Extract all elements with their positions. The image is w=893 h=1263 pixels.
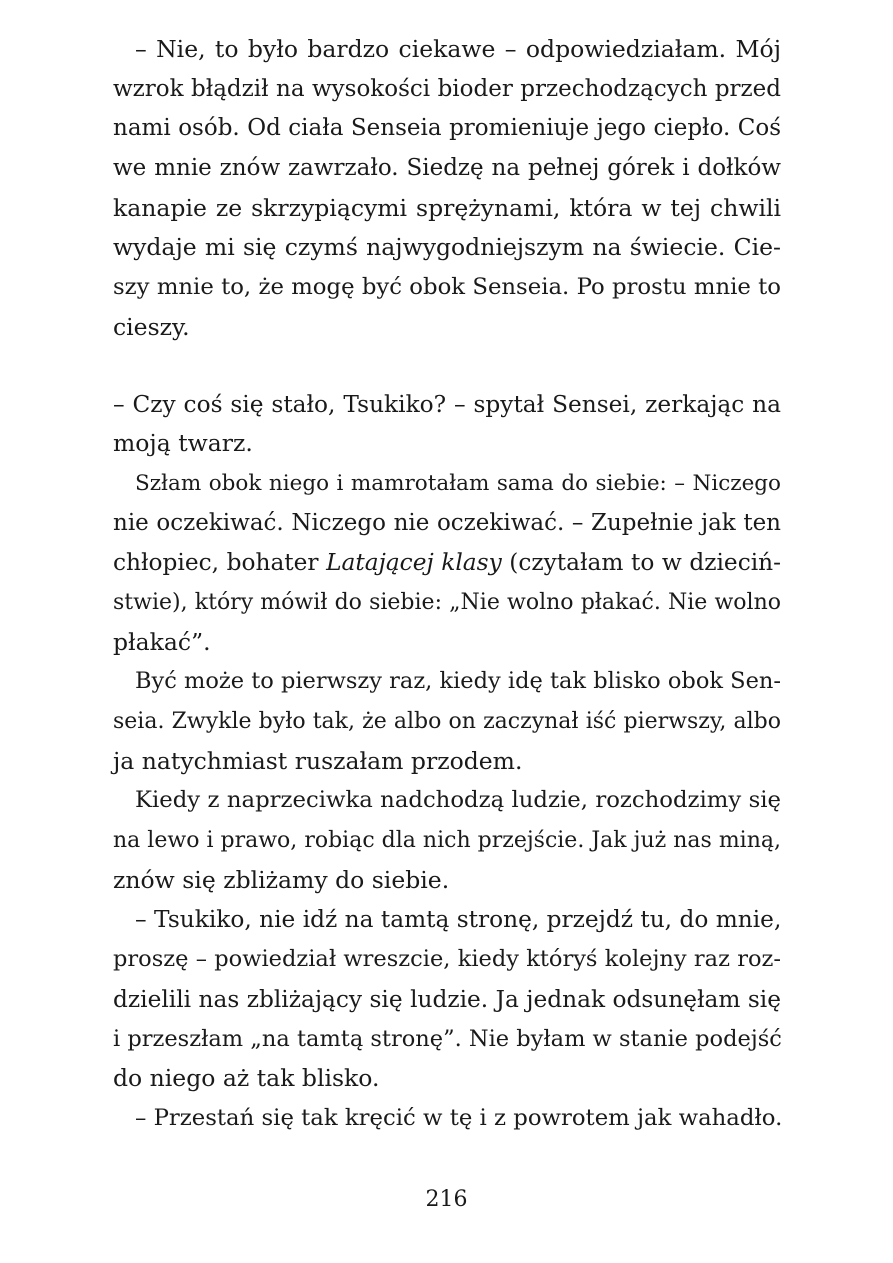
text-line: we mnie znów zawrzało. Siedzę na pełnej górek i dołków (113, 155, 781, 182)
book-title: Latającej klasy (326, 549, 502, 577)
text-line: Kiedy z naprzeciwka nadchodzą ludzie, rozchodzimy się (135, 787, 781, 814)
text-line: ja natychmiast ruszałam przodem. (113, 746, 523, 775)
paragraph-5 (113, 781, 781, 900)
paragraph-1 (113, 30, 781, 348)
text-line: moją twarz. (113, 429, 253, 458)
text-line: – Przestań się tak kręcić w tę i z powrotem jak wahadło. (135, 1104, 783, 1131)
text-line: – Czy coś się stało, Tsukiko? – spytał Sensei, zerkając na (113, 390, 781, 418)
paragraph-3 (113, 464, 781, 662)
text-line: proszę – powiedział wreszcie, kiedy któryś kolejny raz roz- (113, 946, 781, 973)
paragraph-6 (113, 900, 781, 1098)
page-body (113, 30, 781, 1139)
text-line: wydaje mi się czymś najwygodniejszym na świecie. Cie- (113, 233, 781, 262)
text-line: do niego aż tak blisko. (113, 1064, 380, 1093)
paragraph-7 (113, 1099, 781, 1139)
text-line: dzielili nas zbliżający się ludzie. Ja jednak odsunęłam się (113, 985, 781, 1013)
text-line: seia. Zwykle było tak, że albo on zaczynał iść pierwszy, albo (113, 709, 781, 734)
text-line: – Nie, to było bardzo ciekawe – odpowiedziałam. Mój (135, 35, 781, 63)
text-line: znów się zbliżamy do siebie. (113, 865, 450, 894)
text-line: Szłam obok niego i mamrotałam sama do siebie: – Niczego (135, 470, 781, 496)
text-line: – Tsukiko, nie idź na tamtą stronę, przejdź tu, do mnie, (135, 906, 782, 934)
text-line: nami osób. Od ciała Senseia promieniuje jego ciepło. Coś (113, 115, 781, 142)
text-line: szy mnie to, że mogę być obok Senseia. Po prostu mnie to (113, 274, 781, 301)
paragraph-4 (113, 662, 781, 781)
text-line: cieszy. (113, 312, 190, 341)
page-number: 216 (425, 1187, 468, 1212)
text-line: wzrok błądził na wysokości bioder przechodzących przed (113, 75, 781, 102)
text-line: nie oczekiwać. Niczego nie oczekiwać. – Zupełnie jak ten (113, 509, 781, 536)
paragraph-2 (113, 385, 781, 464)
text-line: stwie), który mówił do siebie: „Nie wolno płakać. Nie wolno (113, 589, 781, 615)
text-line: na lewo i prawo, robiąc dla nich przejście. Jak już nas miną, (113, 828, 781, 854)
text-line: i przeszłam „na tamtą stronę”. Nie byłam w stanie podejść (113, 1025, 782, 1052)
section-break (113, 348, 781, 385)
text-line: Być może to pierwszy raz, kiedy idę tak blisko obok Sen- (135, 668, 781, 695)
text-line: kanapie ze skrzypiącymi sprężynami, która w tej chwili (113, 193, 781, 222)
text-line: płakać”. (113, 627, 211, 656)
text-line: chłopiec, bohater Latającej klasy (czytałam to w dzieciń- (113, 549, 781, 577)
